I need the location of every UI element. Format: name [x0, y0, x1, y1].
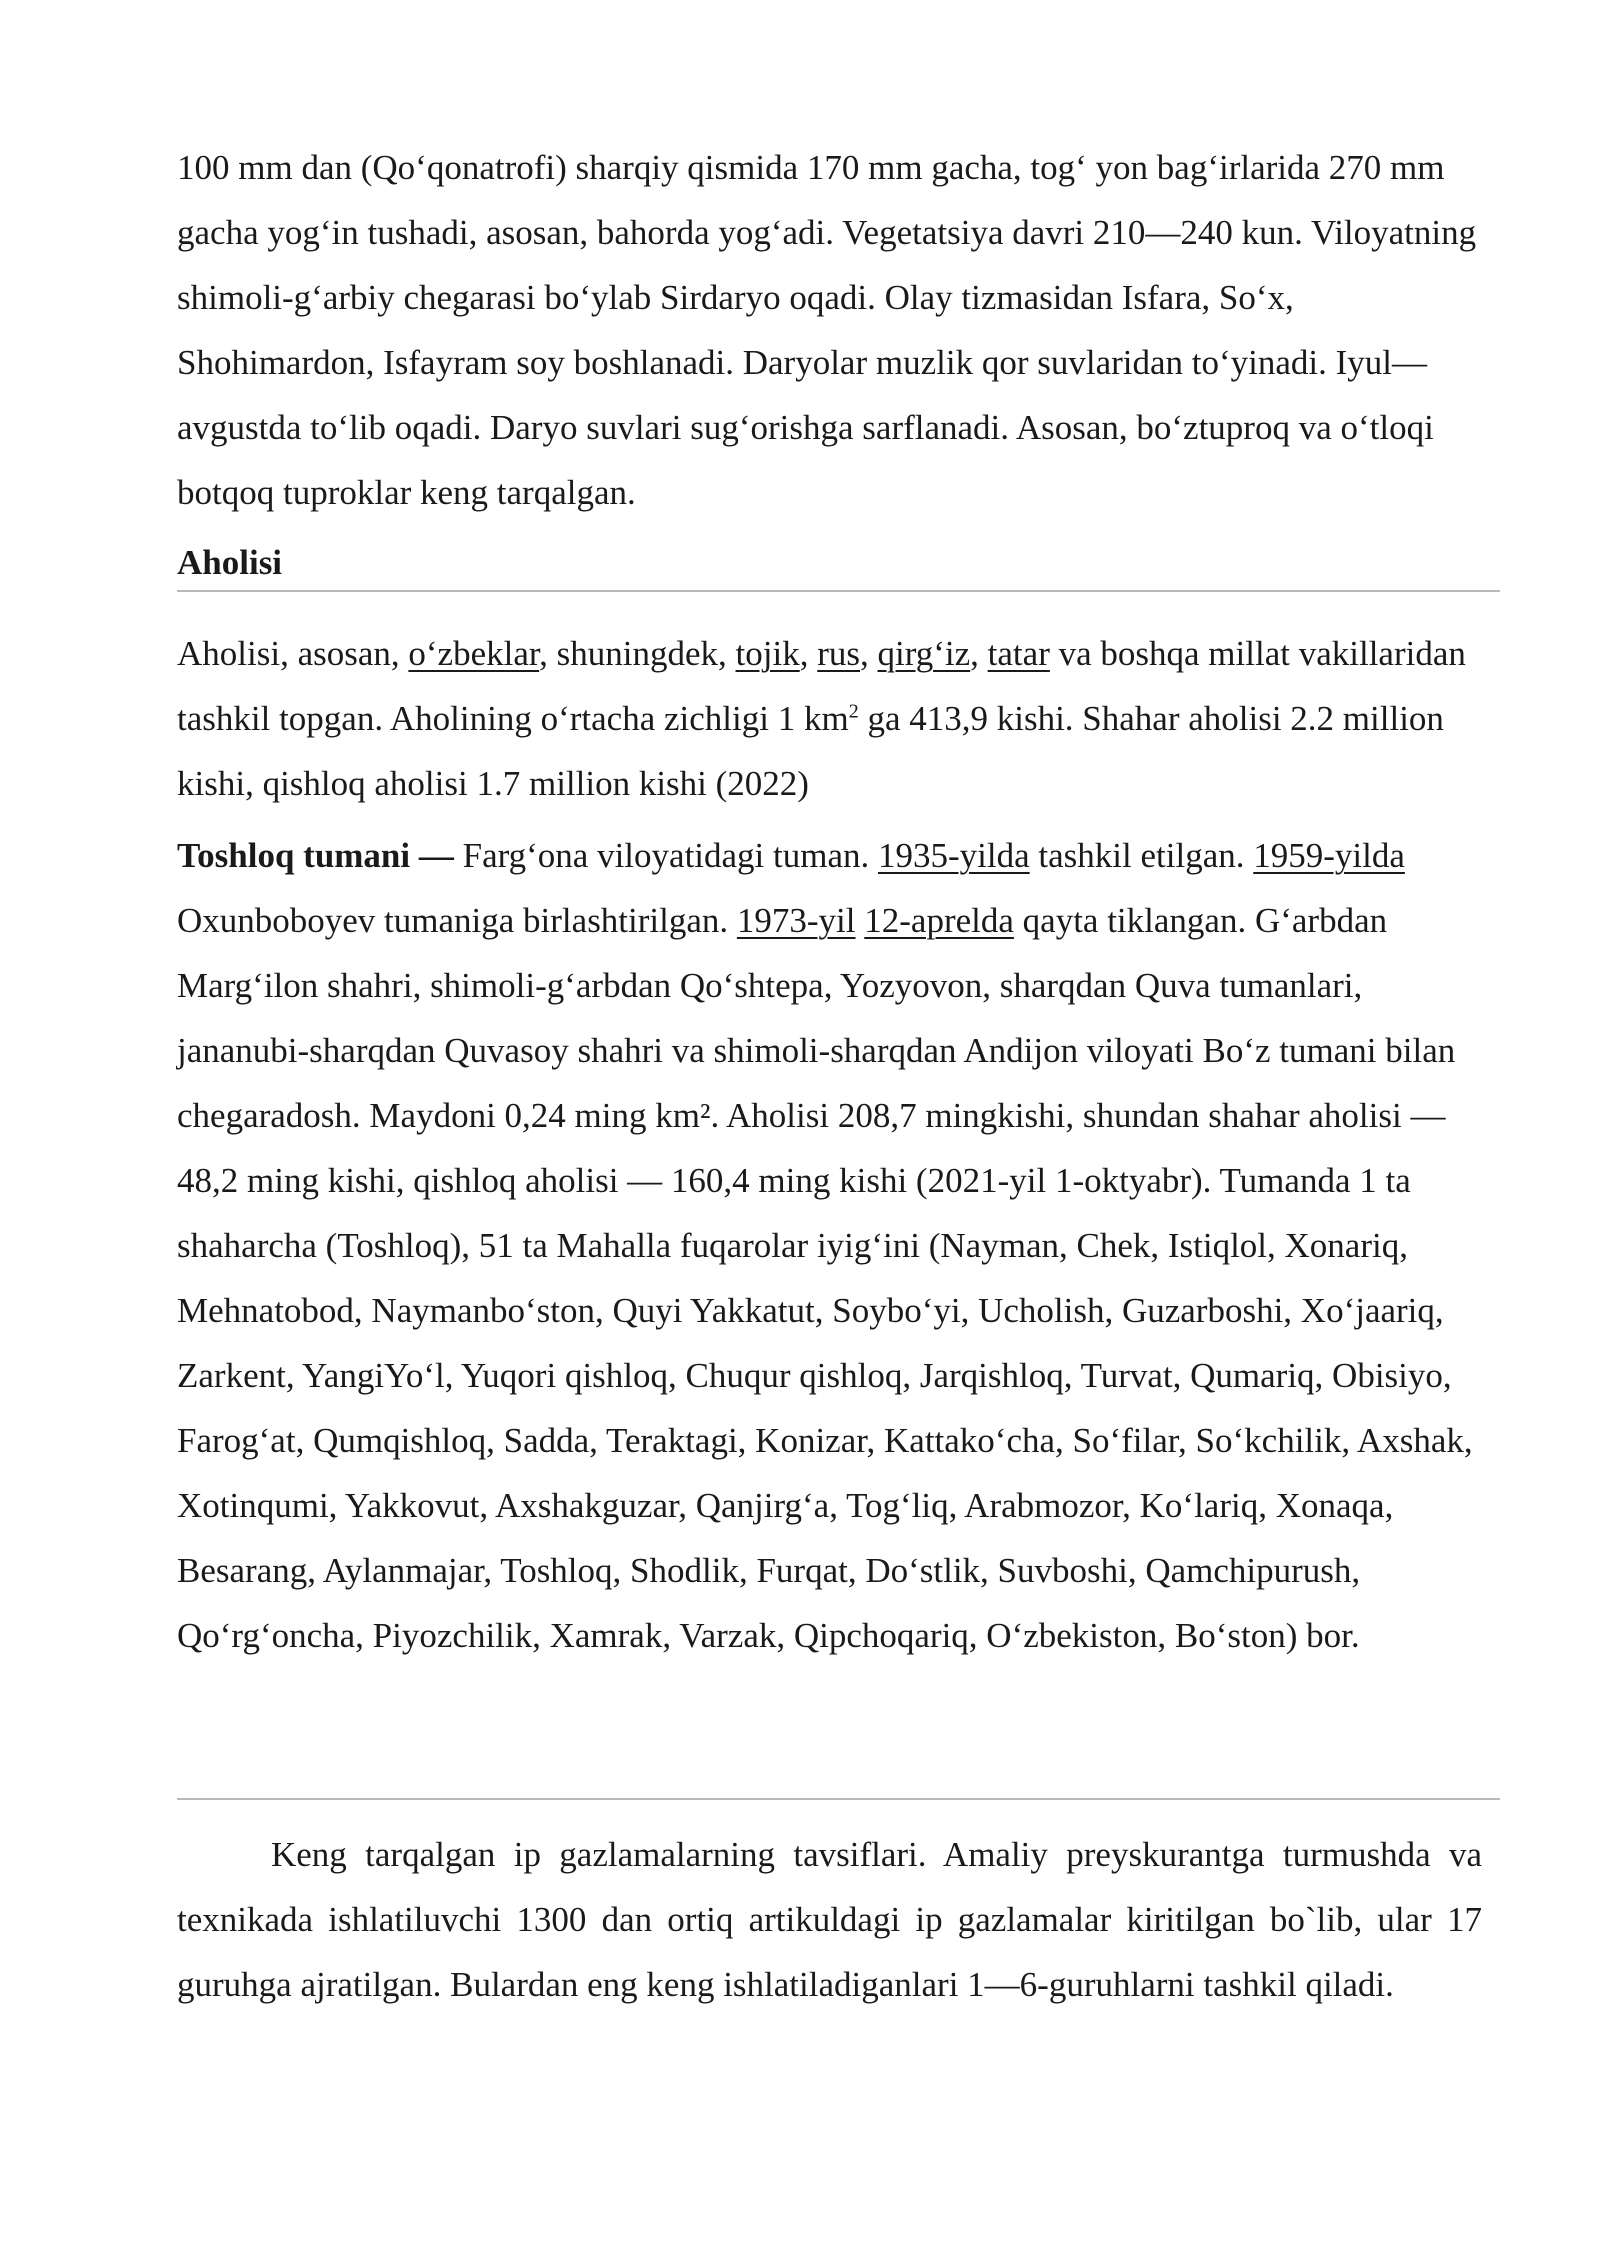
link-tojik[interactable]: tojik [735, 634, 800, 673]
aholisi-paragraph [177, 621, 1480, 816]
section-heading-aholisi: Aholisi [177, 543, 283, 582]
heading-divider [177, 590, 1500, 592]
ip-gazlama-paragraph: Keng tarqalgan ip gazlamalarning tavsiflari. Amaliy preyskurantga turmushda va texnikada ishlatiluvchi 1300 dan ortiq artikuldagi ip gazlamalar kiritilgan bo`lib, ular 17 guruhga ajratilgan. Bulardan eng keng ishlatiladiganlari 1—6-guruhlarni tashkil qiladi. [177, 1835, 1482, 2004]
section-divider [177, 1798, 1500, 1800]
link-rus[interactable]: rus [817, 634, 860, 673]
intro-paragraph: 100 mm dan (Qoʻqonatrofi) sharqiy qismida 170 mm gacha, togʻ yon bagʻirlarida 270 mm gacha yogʻin tushadi, asosan, bahorda yogʻadi. Vegetatsiya davri 210—240 kun. Viloyatning shimoli-gʻarbiy chegarasi boʻylab Sirdaryo oqadi. Olay tizmasidan Isfara, Soʻx, Shohimardon, Isfayram soy boshlanadi. Daryolar muzlik qor suvlaridan toʻyinadi. Iyul— avgustda toʻlib oqadi. Daryo suvlari sugʻorishga sarflanadi. Asosan, boʻztuproq va oʻtloqi botqoq tuproklar keng tarqalgan. [177, 148, 1477, 512]
toshloq-paragraph [177, 823, 1497, 1668]
text-run [856, 901, 865, 940]
text-run: Oxunboboyev tumaniga birlashtirilgan. [177, 901, 737, 940]
toshloq-title: Toshloq tumani — [177, 836, 454, 875]
text-run: tashkil etilgan. [1029, 836, 1254, 875]
text-run: , [860, 634, 878, 673]
link-1935-yilda[interactable]: 1935-yilda [878, 836, 1030, 875]
text-run: Fargʻona viloyatidagi tuman. [453, 836, 879, 875]
text-run: qayta tiklangan. Gʻarbdan Margʻilon shahri, shimoli-gʻarbdan Qoʻshtepa, Yozyovon, sharqdan Quva tumanlari, jananubi-sharqdan Quvasoy shahri va shimoli-sharqdan Andijon viloyati Boʻz tumani bilan chegaradosh. Maydoni 0,24 ming km². Aholisi 208,7 mingkishi, shundan shahar aholisi — 48,2 ming kishi, qishloq aholisi — 160,4 ming kishi (2021-yil 1-oktyabr). Tumanda 1 ta shaharcha (Toshloq), 51 ta Mahalla fuqarolar iyigʻini (Nayman, Chek, Istiqlol, Xonariq, Mehnatobod, Naymanboʻston, Quyi Yakkatut, Soyboʻyi, Ucholish, Guzarboshi, Xoʻjaariq, Zarkent, YangiYoʻl, Yuqori qishloq, Chuqur qishloq, Jarqishloq, Turvat, Qumariq, Obisiyo, Farogʻat, Qumqishloq, Sadda, Teraktagi, Konizar, Kattakoʻcha, Soʻfilar, Soʻkchilik, Axshak, Xotinqumi, Yakkovut, Axshakguzar, Qanjirgʻa, Togʻliq, Arabmozor, Koʻlariq, Xonaqa, Besarang, Aylanmajar, Toshloq, Shodlik, Furqat, Doʻstlik, Suvboshi, Qamchipurush, Qoʻrgʻoncha, Piyozchilik, Xamrak, Varzak, Qipchoqariq, Oʻzbekiston, Boʻston) bor. [177, 901, 1473, 1655]
text-run: va boshqa millat vakillaridan tashkil topgan. Aholining oʻrtacha zichligi 1 km [177, 634, 1466, 738]
link-1959-yilda[interactable]: 1959-yilda [1253, 836, 1405, 875]
link-tatar[interactable]: tatar [987, 634, 1050, 673]
text-run: Aholisi, asosan, [177, 634, 409, 673]
link-1973-yil[interactable]: 1973-yil [736, 901, 856, 940]
text-run: , [970, 634, 988, 673]
link-uzbeklar[interactable]: oʻzbeklar [408, 634, 540, 673]
link-qirgiz[interactable]: qirgʻiz [877, 634, 971, 673]
text-run: ga 413,9 kishi. Shahar aholisi 2.2 million kishi, qishloq aholisi 1.7 million kishi (2022) [177, 699, 1444, 803]
text-run: , shuningdek, [539, 634, 736, 673]
superscript-2: 2 [848, 700, 859, 723]
link-12-aprelda[interactable]: 12-aprelda [864, 901, 1014, 940]
text-run: , [799, 634, 818, 673]
